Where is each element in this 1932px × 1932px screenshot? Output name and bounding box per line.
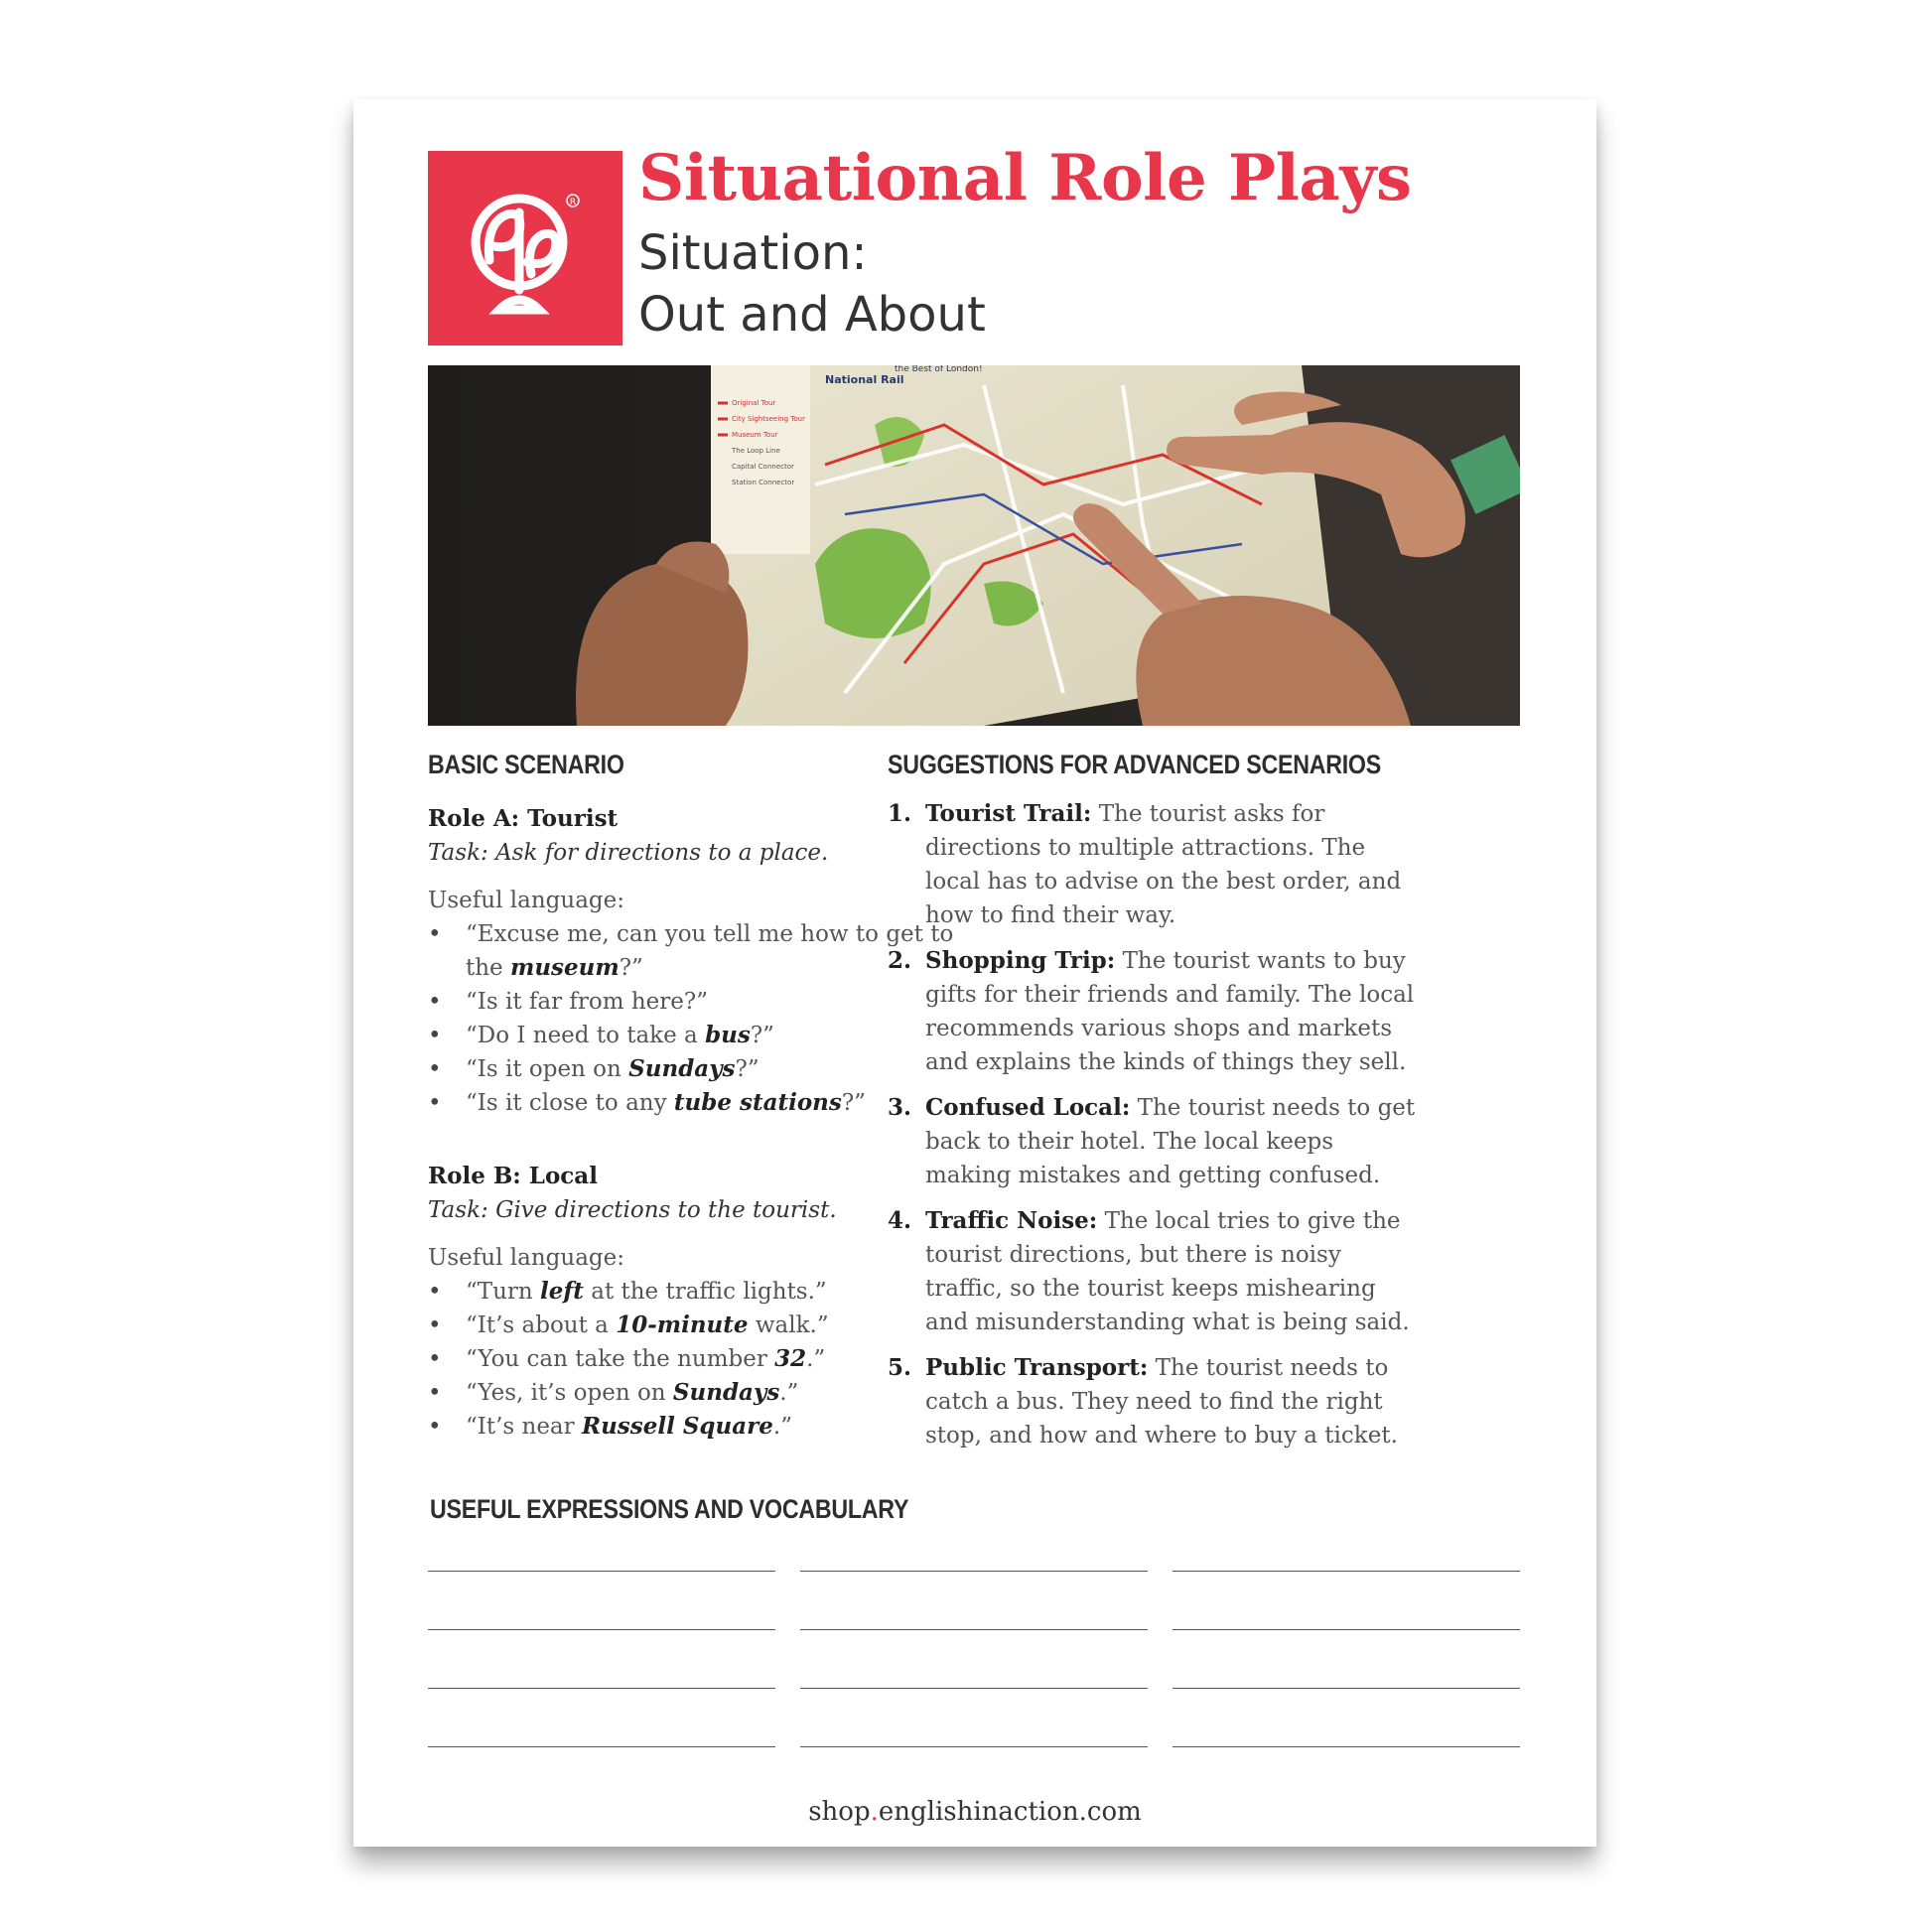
- worksheet-page: [353, 99, 1596, 1847]
- brand-logo: [428, 151, 622, 345]
- advanced-scenario-list: [888, 797, 1424, 1452]
- role-a-useful-label: Useful language:: [428, 888, 625, 913]
- subtitle-line-2: Out and About: [638, 287, 986, 343]
- role-b-title: Role B: Local: [428, 1163, 598, 1189]
- map-legend-loop: The Loop Line: [732, 447, 780, 455]
- writing-line[interactable]: [800, 1688, 1148, 1689]
- list-item: • “Is it open on Sundays?”: [428, 1052, 974, 1086]
- list-item: • “Is it far from here?”: [428, 985, 974, 1019]
- writing-line[interactable]: [428, 1571, 775, 1572]
- map-legend-capital: Capital Connector: [732, 463, 794, 471]
- map-national-rail: National Rail: [825, 373, 904, 386]
- map-legend-city: City Sightseeing Tour: [732, 415, 805, 423]
- map-legend-museum: Museum Tour: [732, 431, 778, 439]
- footer-url[interactable]: shop.englishinaction.com: [808, 1797, 1142, 1827]
- list-item: 2. Shopping Trip: The tourist wants to buy gifts for their friends and family. The local recommends various shops and markets and explains the kinds of things they sell.: [888, 947, 1415, 1075]
- basic-scenario-heading: BASIC SCENARIO: [428, 750, 624, 779]
- writing-line[interactable]: [428, 1746, 775, 1747]
- page-subtitle: [638, 222, 986, 345]
- list-item: • “Excuse me, can you tell me how to get to the museum?”: [428, 917, 974, 985]
- map-best-of-london: the Best of London!: [895, 365, 983, 374]
- advanced-scenarios-heading: SUGGESTIONS FOR ADVANCED SCENARIOS: [888, 750, 1381, 779]
- list-item: 5. Public Transport: The tourist needs to catch a bus. They need to find the right stop, and how and where to buy a ticket.: [888, 1354, 1398, 1449]
- list-item: • “You can take the number 32.”: [428, 1342, 974, 1376]
- writing-line[interactable]: [800, 1629, 1148, 1630]
- writing-line[interactable]: [1173, 1746, 1520, 1747]
- vocabulary-heading: USEFUL EXPRESSIONS AND VOCABULARY: [430, 1494, 909, 1524]
- writing-line[interactable]: [428, 1688, 775, 1689]
- map-legend-station: Station Connector: [732, 479, 795, 486]
- role-b-useful-label: Useful language:: [428, 1245, 625, 1271]
- writing-line[interactable]: [800, 1746, 1148, 1747]
- page-title: Situational Role Plays: [638, 141, 1412, 215]
- list-item: • “Do I need to take a bus?”: [428, 1019, 974, 1052]
- map-legend-original: Original Tour: [732, 399, 776, 407]
- list-item: • “Yes, it’s open on Sundays.”: [428, 1376, 974, 1410]
- writing-line[interactable]: [800, 1571, 1148, 1572]
- advanced-scenarios-column: [888, 797, 1424, 1464]
- writing-line[interactable]: [428, 1629, 775, 1630]
- list-item: 3. Confused Local: The tourist needs to get back to their hotel. The local keeps making mistakes and getting confused.: [888, 1094, 1416, 1188]
- subtitle-line-1: Situation:: [638, 225, 868, 281]
- logo-icon: [428, 151, 622, 345]
- svg-text:R: R: [569, 198, 577, 207]
- writing-line[interactable]: [1173, 1629, 1520, 1630]
- hero-photo-map: [428, 365, 1520, 726]
- list-item: 1. Tourist Trail: The tourist asks for directions to multiple attractions. The local has to advise on the best order, and how to find their way.: [888, 800, 1402, 928]
- writing-line[interactable]: [1173, 1571, 1520, 1572]
- list-item: 4. Traffic Noise: The local tries to give the tourist directions, but there is noisy traffic, so the tourist keeps mishearing and misunderstanding what is being said.: [888, 1207, 1410, 1335]
- list-item: • “It’s near Russell Square.”: [428, 1410, 974, 1444]
- list-item: • “It’s about a 10-minute walk.”: [428, 1309, 974, 1342]
- list-item: • “Is it close to any tube stations?”: [428, 1086, 974, 1120]
- role-a-task: Task: Ask for directions to a place.: [428, 840, 829, 866]
- role-a-title: Role A: Tourist: [428, 805, 619, 832]
- role-b-task: Task: Give directions to the tourist.: [428, 1197, 837, 1223]
- writing-line[interactable]: [1173, 1688, 1520, 1689]
- list-item: • “Turn left at the traffic lights.”: [428, 1275, 974, 1309]
